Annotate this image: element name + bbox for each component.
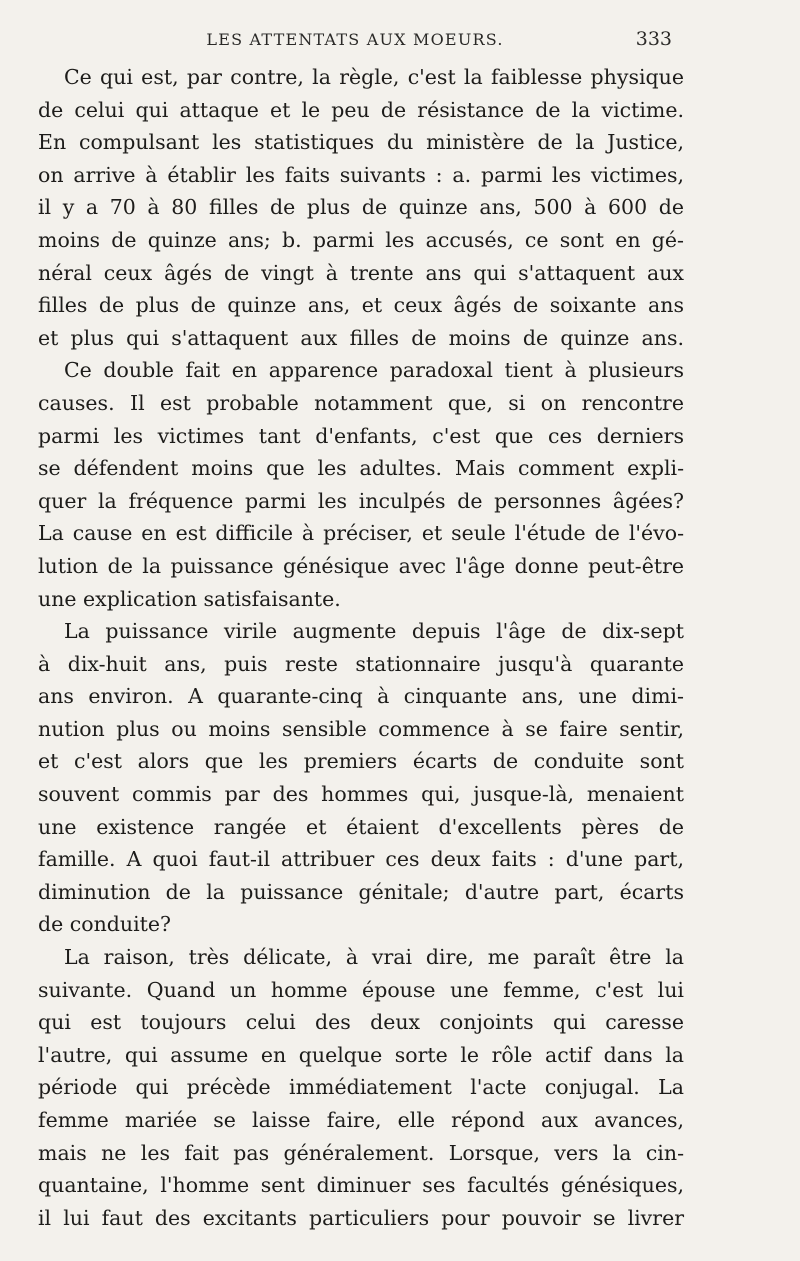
text-line: femme mariée se laisse faire, elle répond aux avances, — [38, 1108, 684, 1132]
text-line: et plus qui s'attaquent aux filles de moins de quinze ans. — [38, 325, 684, 350]
text-line: mais ne les fait pas généralement. Lorsque, vers la cin- — [38, 1140, 684, 1165]
text-line: il y a 70 à 80 filles de plus de quinze ans, 500 à 600 de — [38, 195, 684, 220]
text-line: La cause en est difficile à préciser, et seule l'étude de l'évo- — [38, 521, 684, 546]
page-number: 333 — [635, 28, 672, 50]
text-line: une explication satisfaisante. — [38, 586, 341, 611]
text-line: Ce double fait en apparence paradoxal tient à plusieurs — [64, 358, 684, 383]
text-line: quer la fréquence parmi les inculpés de personnes âgées? — [38, 488, 684, 513]
text-line: se défendent moins que les adultes. Mais comment expli- — [38, 456, 684, 481]
text-line: filles de plus de quinze ans, et ceux âgés de soixante ans — [38, 293, 684, 318]
text-line: diminution de la puissance génitale; d'autre part, écarts — [38, 879, 684, 904]
text-line: une existence rangée et étaient d'excellents pères de — [38, 814, 684, 839]
text-line: néral ceux âgés de vingt à trente ans qui s'attaquent aux — [38, 260, 684, 285]
text-line: souvent commis par des hommes qui, jusque-là, menaient — [38, 782, 684, 807]
text-line: parmi les victimes tant d'enfants, c'est que ces derniers — [38, 423, 684, 448]
text-line: La raison, très délicate, à vrai dire, me paraît être la — [64, 945, 684, 970]
text-line: moins de quinze ans; b. parmi les accusés, ce sont en gé- — [38, 227, 684, 252]
text-line: Ce qui est, par contre, la règle, c'est la faiblesse physique — [64, 65, 684, 89]
text-line: à dix-huit ans, puis reste stationnaire jusqu'à quarante — [38, 651, 684, 676]
text-line: En compulsant les statistiques du ministère de la Justice, — [38, 130, 684, 155]
text-line: on arrive à établir les faits suivants : a. parmi les victimes, — [38, 162, 684, 187]
body-text — [38, 61, 684, 1234]
text-line: causes. Il est probable notamment que, si on rencontre — [38, 390, 684, 415]
text-line: période qui précède immédiatement l'acte conjugal. La — [38, 1075, 684, 1100]
text-line: l'autre, qui assume en quelque sorte le rôle actif dans la — [38, 1042, 684, 1067]
text-line: lution de la puissance génésique avec l'âge donne peut-être — [38, 553, 684, 578]
text-line: La puissance virile augmente depuis l'âge de dix-sept — [64, 619, 684, 644]
text-line: de conduite? — [38, 912, 172, 937]
text-line: qui est toujours celui des deux conjoints qui caresse — [38, 1010, 684, 1035]
text-line: famille. A quoi faut-il attribuer ces deux faits : d'une part, — [38, 847, 684, 872]
text-line: ans environ. A quarante-cinq à cinquante ans, une dimi- — [38, 684, 684, 709]
text-line: de celui qui attaque et le peu de résistance de la victime. — [38, 97, 684, 122]
text-line: et c'est alors que les premiers écarts de conduite sont — [38, 749, 684, 774]
text-line: il lui faut des excitants particuliers pour pouvoir se livrer — [38, 1205, 684, 1230]
text-line: quantaine, l'homme sent diminuer ses facultés génésiques, — [38, 1173, 684, 1198]
running-title: LES ATTENTATS AUX MOEURS. — [206, 30, 504, 49]
text-line: suivante. Quand un homme épouse une femme, c'est lui — [38, 977, 684, 1002]
text-line: nution plus ou moins sensible commence à se faire sentir, — [38, 716, 684, 741]
